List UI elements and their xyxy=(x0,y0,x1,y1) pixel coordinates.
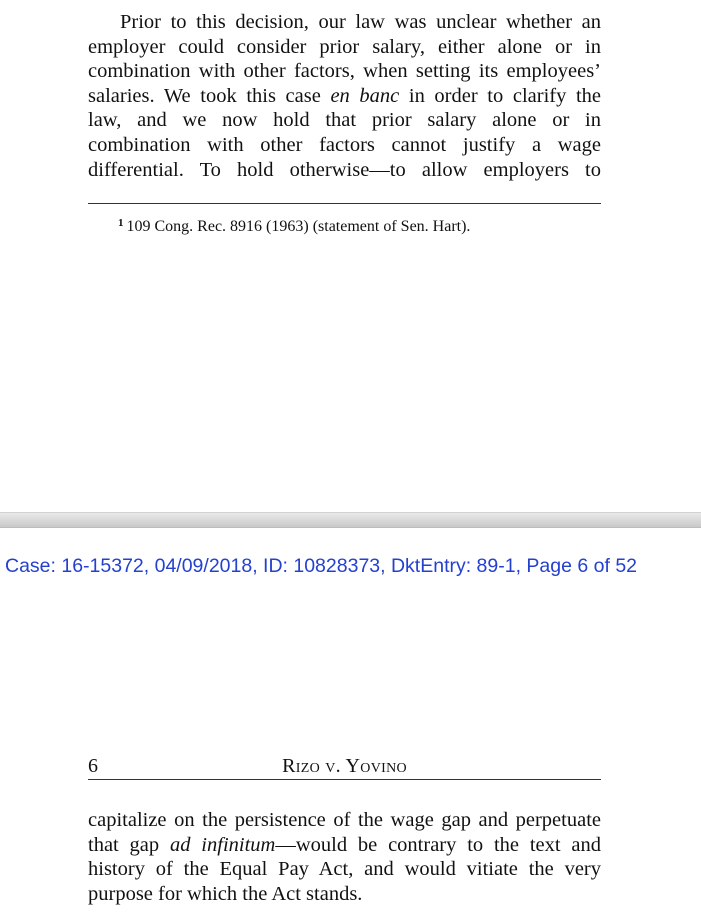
italic-phrase: ad infinitum xyxy=(169,833,276,856)
paragraph-line: combination with other factors, when setting its employees’ xyxy=(88,60,601,83)
paragraph-text: salaries. We took this case xyxy=(88,84,331,107)
footnote-divider xyxy=(88,203,601,204)
page-separator xyxy=(0,512,701,528)
paragraph-line xyxy=(88,833,601,858)
paragraph-text: —would be contrary to the text and xyxy=(275,833,601,856)
opinion-paragraph xyxy=(88,10,601,182)
italic-phrase: en banc xyxy=(330,84,400,107)
paragraph-line xyxy=(88,84,601,109)
case-header: Case: 16-15372, 04/09/2018, ID: 10828373, DktEntry: 89-1, Page 6 of 52 xyxy=(5,555,638,577)
paragraph-line: history of the Equal Pay Act, and would vitiate the very xyxy=(88,858,601,881)
paragraph-text: in order to clarify the xyxy=(408,84,602,107)
paragraph-line: Prior to this decision, our law was unclear whether an xyxy=(120,11,601,33)
paragraph-line: capitalize on the persistence of the wage gap and perpetuate xyxy=(88,809,601,831)
opinion-paragraph-continued xyxy=(88,808,601,906)
paragraph-line: law, and we now hold that prior salary alone or in xyxy=(88,109,601,132)
page-number: 6 xyxy=(88,755,98,777)
paragraph-line: differential. To hold otherwise—to allow employers to xyxy=(88,158,601,181)
footnote-marker: 1 xyxy=(118,217,124,229)
footnote-text: 109 Cong. Rec. 8916 (1963) (statement of Sen. Hart). xyxy=(126,218,471,235)
paragraph-text: that gap xyxy=(88,833,170,856)
footnote xyxy=(118,213,470,237)
paragraph-line: employer could consider prior salary, either alone or in xyxy=(88,35,601,58)
running-title: Rizo v. Yovino xyxy=(282,755,407,777)
paragraph-line: purpose for which the Act stands. xyxy=(88,882,363,905)
paragraph-line: combination with other factors cannot justify a wage xyxy=(88,133,601,156)
running-head xyxy=(88,755,601,780)
